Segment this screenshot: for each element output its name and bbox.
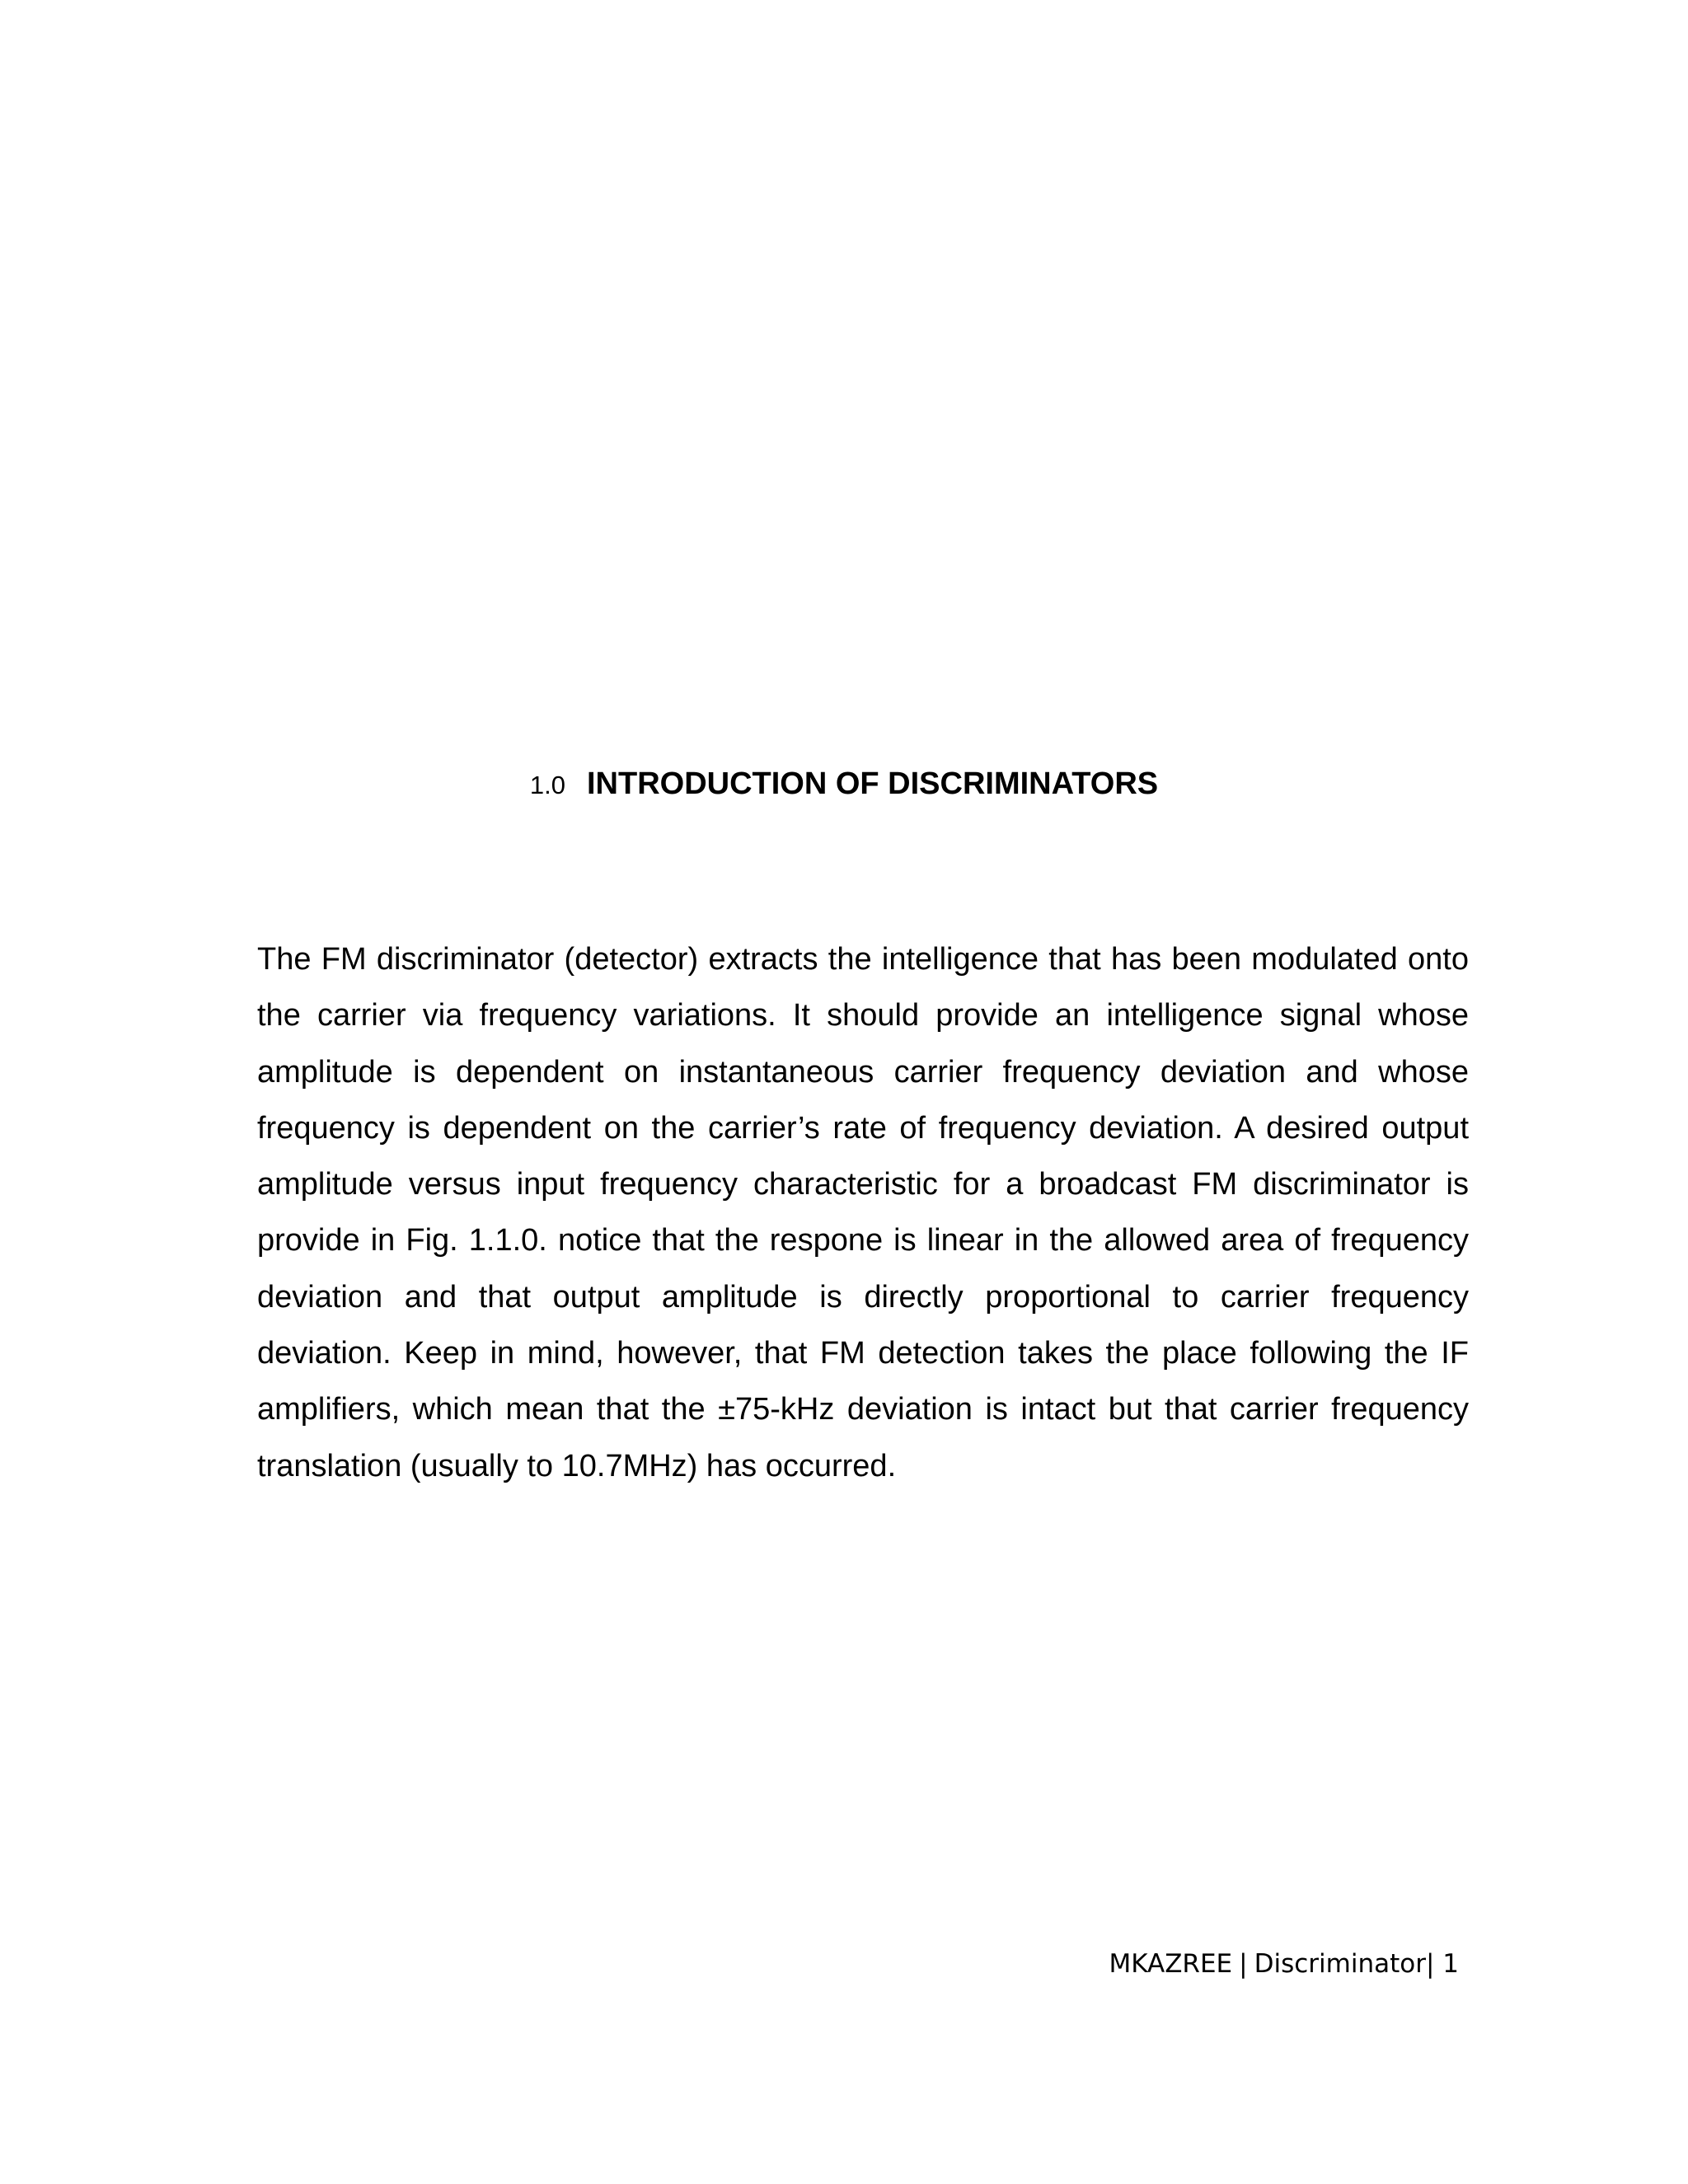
footer-page-separator: | xyxy=(1425,1949,1435,1979)
footer-separator: | xyxy=(1239,1949,1248,1979)
section-heading xyxy=(0,766,1688,802)
section-title: INTRODUCTION OF DISCRIMINATORS xyxy=(586,766,1159,801)
footer-section: Discriminator xyxy=(1254,1949,1426,1979)
page-footer xyxy=(1109,1949,1459,1979)
section-number: 1.0 xyxy=(529,771,565,799)
body-paragraph: The FM discriminator (detector) extracts the intelligence that has been modulated onto the carrier via frequency variations. It should provide an intelligence signal whose amplitude is dependent on instantaneous carrier frequency deviation and whose frequency is dependent on the carrier’s rate of frequency deviation. A desired output amplitude versus input frequency characteristic for a broadcast FM discriminator is provide in Fig. 1.1.0. notice that the respone is linear in the allowed area of frequency deviation and that output amplitude is directly proportional to carrier frequency deviation. Keep in mind, however, that FM detection takes the place following the IF amplifiers, which mean that the ±75-kHz deviation is intact but that carrier frequency translation (usually to 10.7MHz) has occurred. xyxy=(257,942,1469,1483)
footer-author: MKAZREE xyxy=(1109,1949,1233,1979)
footer-page-number: 1 xyxy=(1442,1949,1459,1979)
